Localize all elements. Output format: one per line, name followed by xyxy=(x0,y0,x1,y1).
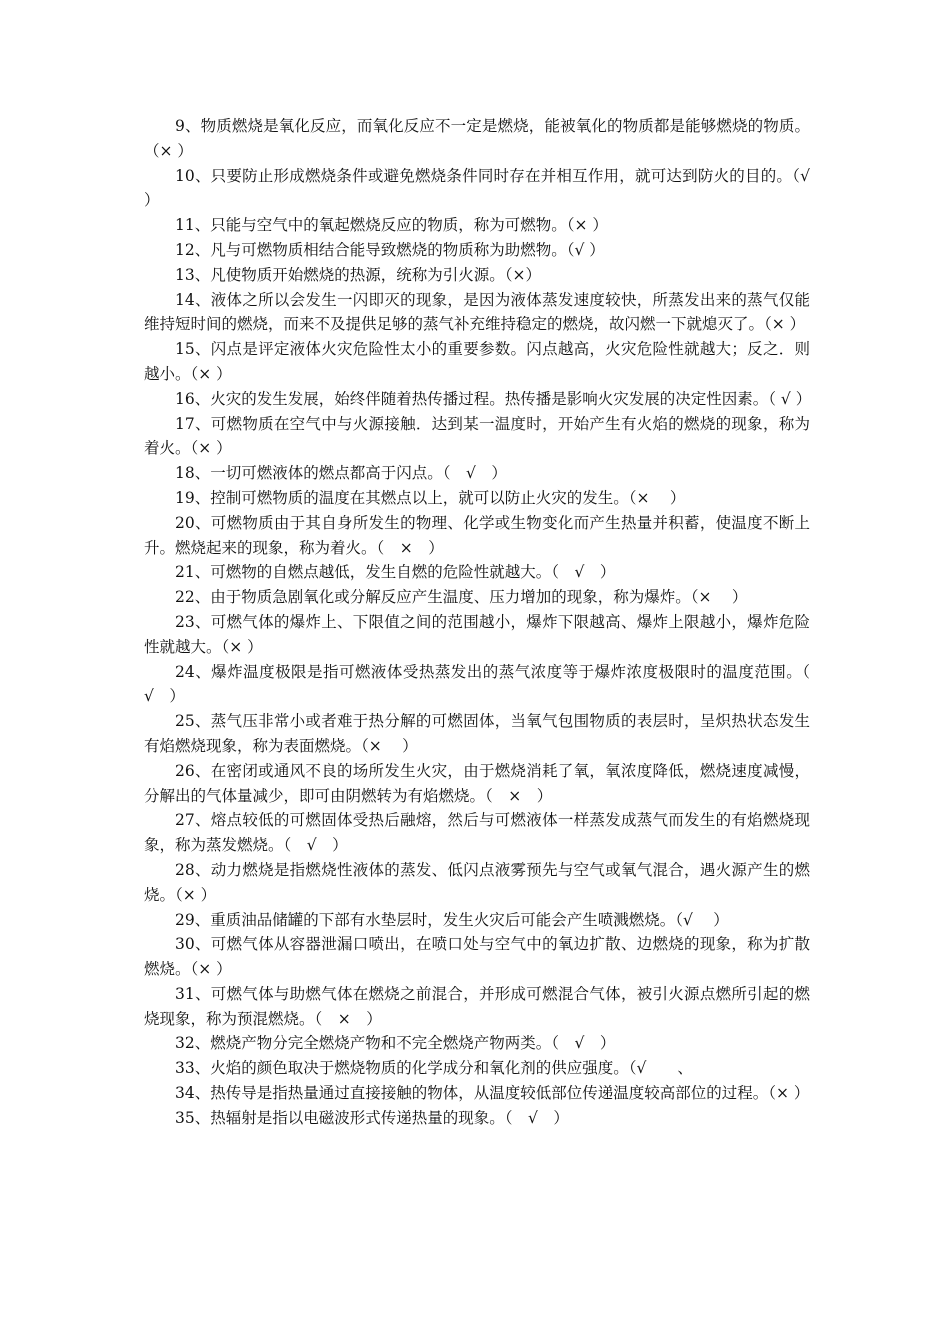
question-item-28: 28、动力燃烧是指燃烧性液体的蒸发、低闪点液雾预先与空气或氧气混合，遇火源产生的燃烧。（× ） xyxy=(144,860,810,904)
question-item-9: 9、物质燃烧是氧化反应，而氧化反应不一定是燃烧，能被氧化的物质都是能够燃烧的物质。（× ） xyxy=(144,117,810,160)
question-item-14: 14、液体之所以会发生一闪即灭的现象，是因为液体蒸发速度较快，所蒸发出来的蒸气仅能维持短时间的燃烧，而来不及提供足够的蒸气补充维持稳定的燃烧，故闪燃一下就熄灭了。（× ） xyxy=(144,290,810,334)
question-item-13: 13、凡使物质开始燃烧的热源，统称为引火源。（×） xyxy=(175,265,541,284)
question-item-17: 17、可燃物质在空气中与火源接触．达到某一温度时，开始产生有火焰的燃烧的现象，称为着火。（× ） xyxy=(144,414,810,458)
question-item-35: 35、热辐射是指以电磁波形式传递热量的现象。（ √ ） xyxy=(175,1108,569,1127)
question-item-24: 24、爆炸温度极限是指可燃液体受热蒸发出的蒸气浓度等于爆炸浓度极限时的温度范围。（ √ ） xyxy=(144,662,826,706)
question-item-27: 27、熔点较低的可燃固体受热后融熔，然后与可燃液体一样蒸发成蒸气而发生的有焰燃烧现象，称为蒸发燃烧。（ √ ） xyxy=(144,811,810,855)
question-list xyxy=(144,114,826,1131)
question-item-11: 11、只能与空气中的氧起燃烧反应的物质，称为可燃物。（× ） xyxy=(175,216,608,235)
question-item-23: 23、可燃气体的爆炸上、下限值之间的范围越小，爆炸下限越高、爆炸上限越小，爆炸危险性就越大。（× ） xyxy=(144,612,810,656)
question-item-10: 10、只要防止形成燃烧条件或避免燃烧条件同时存在并相互作用，就可达到防火的目的。（√ ） xyxy=(144,166,810,210)
question-item-16: 16、火灾的发生发展，始终伴随着热传播过程。热传播是影响火灾发展的决定性因素。（ √ ） xyxy=(175,389,812,408)
question-item-25: 25、蒸气压非常小或者难于热分解的可燃固体，当氧气包围物质的表层时，呈炽热状态发生有焰燃烧现象，称为表面燃烧。（× ） xyxy=(144,712,810,755)
question-item-34: 34、热传导是指热量通过直接接触的物体，从温度较低部位传递温度较高部位的过程。（× ） xyxy=(175,1084,810,1103)
question-item-20: 20、可燃物质由于其自身所发生的物理、化学或生物变化而产生热量并积蓄，使温度不断上升。燃烧起来的现象，称为着火。（ × ） xyxy=(144,513,810,557)
question-item-19: 19、控制可燃物质的温度在其燃点以上，就可以防止火灾的发生。（× ） xyxy=(175,488,686,507)
question-item-18: 18、一切可燃液体的燃点都高于闪点。（ √ ） xyxy=(175,464,507,483)
question-item-22: 22、由于物质急剧氧化或分解反应产生温度、压力增加的现象，称为爆炸。（× ） xyxy=(175,588,748,607)
question-item-31: 31、可燃气体与助燃气体在燃烧之前混合，并形成可燃混合气体，被引火源点燃所引起的燃烧现象，称为预混燃烧。（ × ） xyxy=(144,984,810,1028)
question-item-15: 15、闪点是评定液体火灾危险性太小的重要参数。闪点越高，火灾危险性就越大；反之．则越小。（× ） xyxy=(144,340,810,383)
question-item-33: 33、火焰的颜色取决于燃烧物质的化学成分和氧化剂的供应强度。（√ 、 xyxy=(175,1059,693,1078)
question-item-12: 12、凡与可燃物质相结合能导致燃烧的物质称为助燃物。（√ ） xyxy=(175,240,605,259)
question-item-30: 30、可燃气体从容器泄漏口喷出，在喷口处与空气中的氧边扩散、边燃烧的现象，称为扩散燃烧。（× ） xyxy=(144,935,810,979)
question-item-26: 26、在密闭或通风不良的场所发生火灾，由于燃烧消耗了氧，氧浓度降低，燃烧速度减慢，分解出的气体量减少，即可由阴燃转为有焰燃烧。（ × ） xyxy=(144,761,810,805)
question-item-32: 32、燃烧产物分完全燃烧产物和不完全燃烧产物两类。（ √ ） xyxy=(175,1034,616,1053)
question-item-21: 21、可燃物的自燃点越低，发生自燃的危险性就越大。（ √ ） xyxy=(175,563,616,582)
question-item-29: 29、重质油品储罐的下部有水垫层时，发生火灾后可能会产生喷溅燃烧。（√ ） xyxy=(175,910,729,929)
